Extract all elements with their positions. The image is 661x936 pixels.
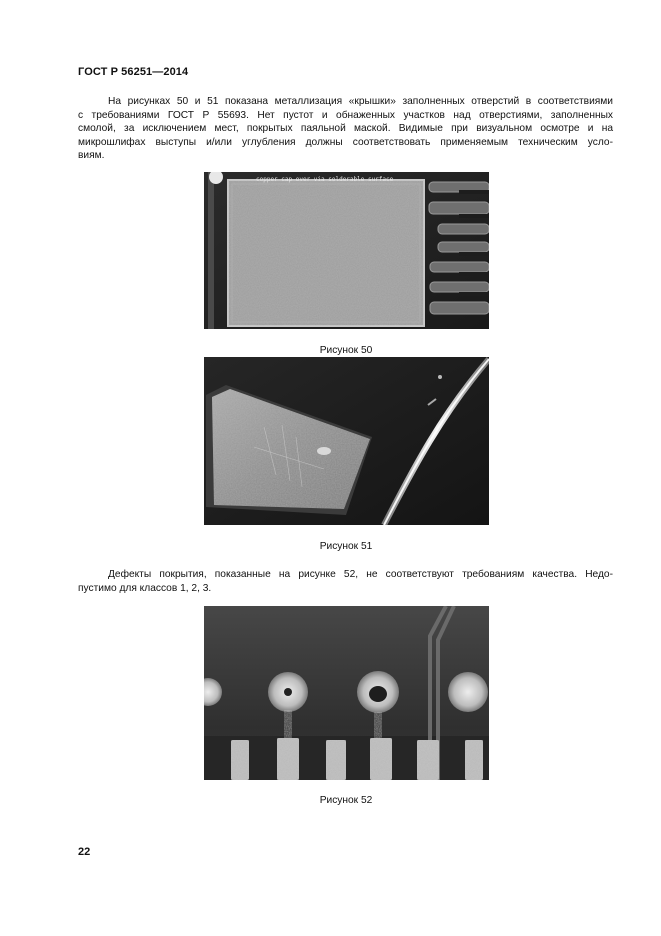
paragraph-line: Дефекты покрытия, показанные на рисунке 52, не соответствуют требованиям качества. Недо- bbox=[108, 569, 613, 580]
figure-52-caption: Рисунок 52 bbox=[319, 795, 373, 806]
paragraph-line: виям. bbox=[78, 150, 105, 162]
page-number: 22 bbox=[78, 846, 91, 858]
figure-50-overlay-text: copper cap over via solderable surface bbox=[256, 176, 394, 183]
figure-50-caption: Рисунок 50 bbox=[319, 345, 373, 356]
paragraph-line: микрошлифах выступы и/или углубления должны соответствовать применяемым техническим усло- bbox=[78, 136, 613, 148]
paragraph-defects bbox=[78, 568, 613, 595]
paragraph-intro bbox=[78, 95, 613, 163]
paragraph-line: На рисунках 50 и 51 показана металлизация «крышки» заполненных отверстий в соответствиями bbox=[108, 96, 613, 107]
figure-51-caption: Рисунок 51 bbox=[319, 541, 373, 552]
paragraph-line: с требованиями ГОСТ Р 55693. Нет пустот и обнаженных участков над отверстиями, заполненных bbox=[78, 109, 613, 121]
figure-50-photo bbox=[204, 172, 489, 329]
figure-51-photo bbox=[204, 357, 489, 525]
figure-52-photo bbox=[204, 606, 489, 780]
paragraph-line: пустимо для классов 1, 2, 3. bbox=[78, 582, 212, 594]
document-header: ГОСТ Р 56251—2014 bbox=[78, 66, 189, 78]
paragraph-line: смолой, за исключением мест, покрытых паяльной маской. Видимые при визуальном осмотре и на bbox=[78, 123, 613, 135]
